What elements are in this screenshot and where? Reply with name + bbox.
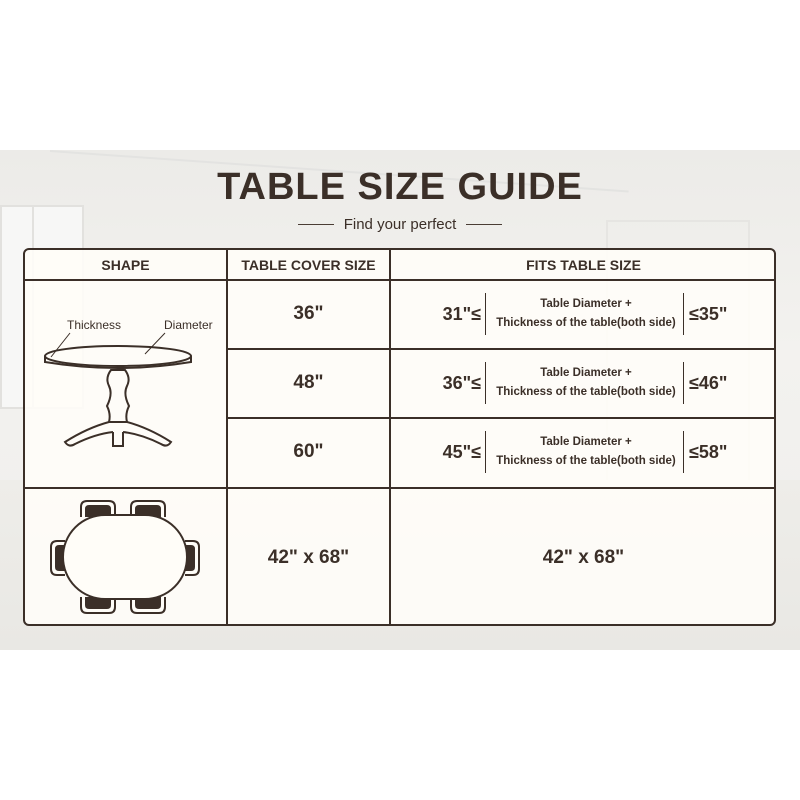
fits-min: 36"≤ xyxy=(442,372,481,393)
cover-size-36: 36" xyxy=(293,303,324,324)
thickness-label: Thickness xyxy=(67,318,122,332)
subtitle-rule-left xyxy=(298,224,334,225)
fits-description-line2: Thickness of the table(both side) xyxy=(496,386,676,398)
fits-description xyxy=(491,280,681,348)
size-guide-table xyxy=(23,248,776,626)
fits-min: 31"≤ xyxy=(442,303,481,324)
fits-description-line2: Thickness of the table(both side) xyxy=(496,455,676,467)
fits-separator-right xyxy=(683,362,684,404)
diameter-label: Diameter xyxy=(164,318,213,332)
page-title: TABLE SIZE GUIDE xyxy=(217,166,583,208)
fits-max: ≤35" xyxy=(689,303,728,324)
fits-separator-left xyxy=(485,293,486,335)
fits-description-line2: Thickness of the table(both side) xyxy=(496,317,676,329)
subtitle-rule-right xyxy=(466,224,502,225)
header-fits-size: FITS TABLE SIZE xyxy=(526,257,641,273)
subtitle-row xyxy=(0,216,800,233)
fits-row-36 xyxy=(391,280,776,348)
fits-separator-right xyxy=(683,431,684,473)
fits-max: ≤46" xyxy=(689,372,728,393)
fits-row-60 xyxy=(391,418,776,486)
fits-row-48 xyxy=(391,349,776,417)
fits-max: ≤58" xyxy=(689,441,728,462)
subtitle: Find your perfect xyxy=(343,216,457,233)
oval-cover-size: 42" x 68" xyxy=(267,547,350,568)
fits-description-line1: Table Diameter + xyxy=(540,298,632,310)
oval-table-with-chairs-icon xyxy=(25,489,226,626)
round-pedestal-table-icon xyxy=(25,250,226,487)
fits-description xyxy=(491,418,681,486)
fits-description xyxy=(491,349,681,417)
fits-description-line1: Table Diameter + xyxy=(540,367,632,379)
fits-separator-right xyxy=(683,293,684,335)
fits-separator-left xyxy=(485,362,486,404)
fits-min: 45"≤ xyxy=(442,441,481,462)
header-shape: SHAPE xyxy=(101,257,150,273)
header-cover-size: TABLE COVER SIZE xyxy=(241,257,376,273)
fits-description-line1: Table Diameter + xyxy=(540,436,632,448)
cover-size-60: 60" xyxy=(293,441,324,462)
oval-fits-size: 42" x 68" xyxy=(542,547,625,568)
fits-separator-left xyxy=(485,431,486,473)
cover-size-48: 48" xyxy=(293,372,324,393)
